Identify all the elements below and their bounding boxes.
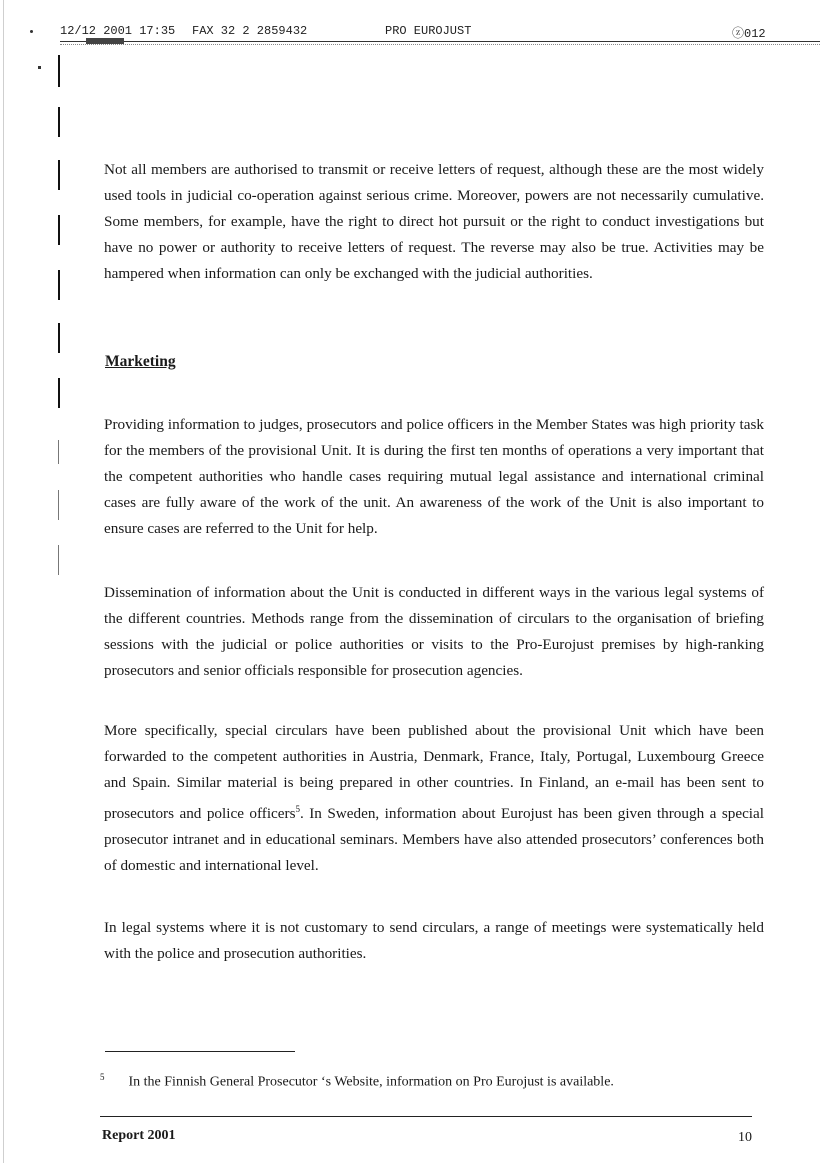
section-heading-marketing: Marketing [105, 353, 176, 370]
footer-report-title: Report 2001 [102, 1128, 176, 1143]
paragraph-dissemination: Dissemination of information about the Unit is conducted in different ways in the various legal systems of the different countries. Methods range from the dissemination of circulars to the organisation of briefing sessions with the judicial or police authorities or visits to the Pro-Eurojust premises by high-ranking prosecutors and senior officials responsible for prosecution agencies. [104, 584, 764, 679]
footnote-number: 5 [100, 1072, 105, 1082]
margin-bar [58, 160, 60, 190]
margin-bar [58, 215, 60, 245]
paragraph-providing-information: Providing information to judges, prosecutors and police officers in the Member States was high priority task for the members of the provisional Unit. It is during the first ten months of operations a very important that the competent authorities who handle cases requiring mutual legal assistance and international criminal cases are fully aware of the work of the unit. An awareness of the work of the Unit is also important to ensure cases are referred to the Unit for help. [104, 416, 764, 537]
margin-bar [58, 378, 60, 408]
paragraph-meetings: In legal systems where it is not customary to send circulars, a range of meetings were systematically held with the police and prosecution authorities. [104, 919, 764, 962]
footnote-text: In the Finnish General Prosecutor ‘s Website, information on Pro Eurojust is available. [128, 1074, 614, 1090]
margin-bar [58, 440, 59, 464]
paragraph-powers: Not all members are authorised to transmit or receive letters of request, although these are the most widely used tools in judicial co-operation against serious crime. Moreover, powers are not necessarily cumulative. Some members, for example, have the right to direct hot pursuit or the right to conduct investigations but have no power or authority to receive letters of request. The reverse may also be true. Activities may be hampered when information can only be exchanged with the judicial authorities. [104, 161, 764, 282]
footer-rule [100, 1116, 752, 1117]
fax-smudge [86, 38, 124, 44]
margin-bar [58, 545, 59, 575]
footnote-reference[interactable]: 5 [295, 804, 300, 814]
paragraph-circulars [104, 718, 764, 879]
footnote [100, 1072, 720, 1091]
margin-bar [58, 270, 60, 300]
bullet-mark [38, 66, 41, 69]
fax-sender: PRO EUROJUST [385, 24, 472, 38]
fax-header-rule-dotted [60, 44, 820, 45]
margin-bar [58, 55, 60, 87]
scan-edge [3, 0, 4, 1163]
margin-bar [58, 107, 60, 137]
fax-header-rule [60, 41, 820, 42]
fax-page-marker: ⓩ012 [732, 27, 766, 41]
fax-datetime: 12/12 2001 17:35 [60, 24, 176, 38]
bullet-mark [30, 30, 33, 33]
margin-bar [58, 323, 60, 353]
paragraph-circulars-part1: More specifically, special circulars have been published about the provisional Unit which have been forwarded to the competent authorities in Austria, Denmark, France, Italy, Portugal, Luxembourg Greece and Spain. Similar material is being prepared in other countries. In Finland, an e-mail has been sent to prosecutors and police officers [104, 722, 764, 823]
fax-number: FAX 32 2 2859432 [192, 24, 308, 38]
page-number: 10 [738, 1130, 752, 1145]
footnote-separator [105, 1051, 295, 1052]
margin-bar [58, 490, 59, 520]
paragraph-circulars-part2: . In Sweden, information about Eurojust has been given through a special prosecutor intranet and in educational seminars. Members have also attended prosecutors’ conferences both of domestic and international level. [104, 805, 764, 875]
